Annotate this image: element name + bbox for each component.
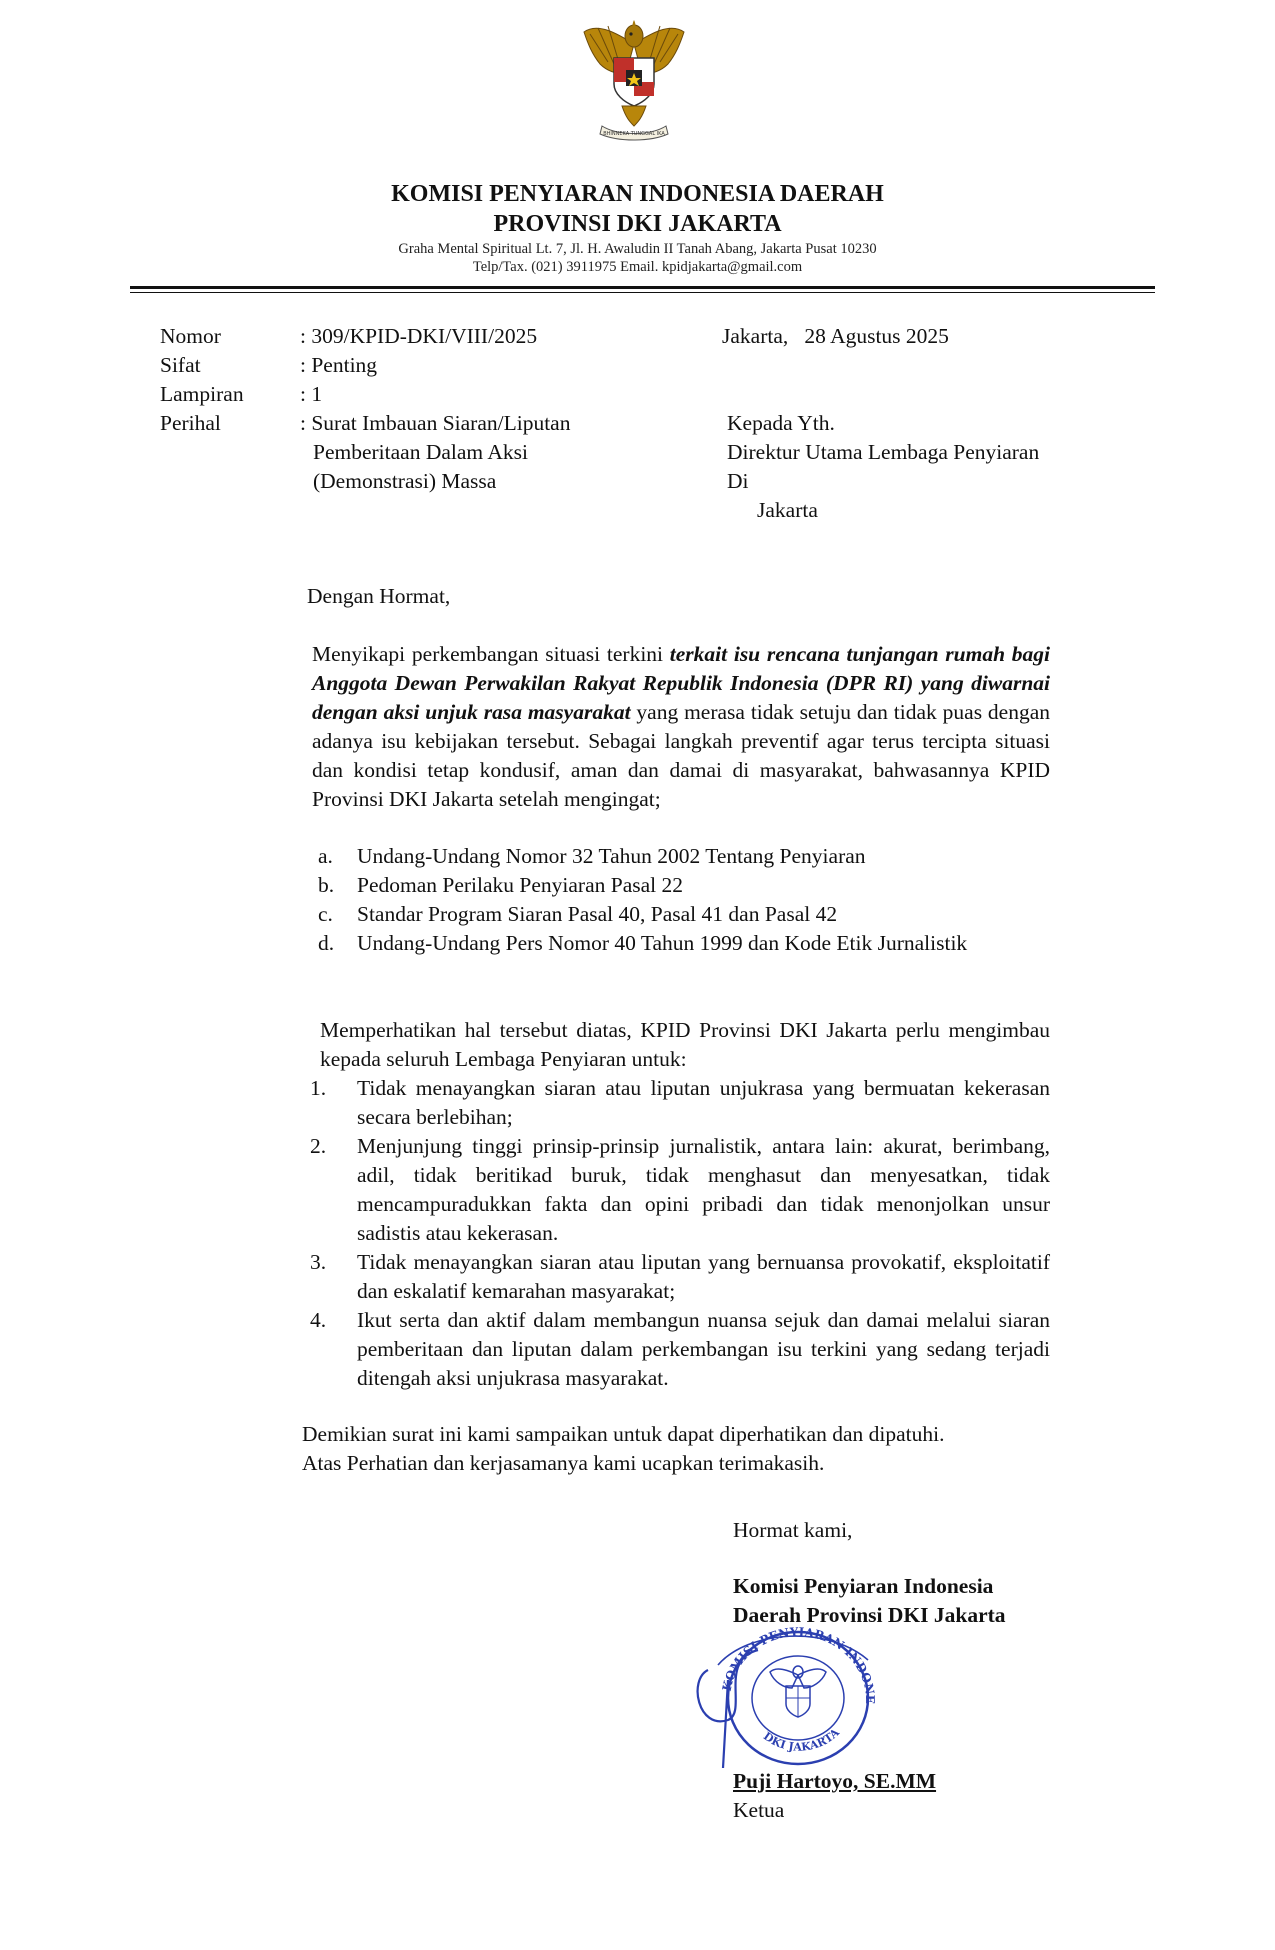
paragraph-1-emphasis: terkait isu rencana tunjangan rumah bagi Anggota Dewan Perwakilan Rakyat Republik Indonesia (DPR RI) yang diwarnai dengan aksi unjuk rasa masyarakat (312, 642, 1050, 724)
lampiran-label: Lampiran (160, 382, 244, 406)
ref-marker: a. (318, 844, 333, 868)
nomor-value: : 309/KPID-DKI/VIII/2025 (300, 324, 538, 348)
org-contact: Telp/Tax. (021) 3911975 Email. kpidjakarta@gmail.com (472, 259, 803, 275)
stamp-seal-icon (688, 1620, 908, 1770)
closing-line1: Demikian surat ini kami sampaikan untuk dapat diperhatikan dan dipatuhi. (302, 1422, 945, 1446)
emblem-motto: BHINNEKA TUNGGAL IKA (603, 131, 665, 137)
point-marker: 1. (310, 1076, 327, 1100)
ref-marker: c. (318, 902, 333, 926)
ref-marker: b. (318, 873, 335, 897)
perihal-line1: : Surat Imbauan Siaran/Liputan (300, 411, 571, 435)
perihal-line3: (Demonstrasi) Massa (313, 469, 497, 493)
recipient-line1: Kepada Yth. (727, 411, 835, 435)
garuda-emblem (578, 14, 690, 144)
sign-org-line2: Daerah Provinsi DKI Jakarta (733, 1603, 1006, 1627)
sifat-value: : Penting (300, 353, 378, 377)
signer-name: Puji Hartoyo, SE.MM (733, 1769, 937, 1793)
salutation: Dengan Hormat, (307, 584, 451, 608)
sign-greeting: Hormat kami, (733, 1518, 853, 1542)
point-text: Tidak menayangkan siaran atau liputan yang bernuansa provokatif, eksploitatif dan eskalatif kemarahan masyarakat; (357, 1250, 1050, 1303)
point-text: Tidak menayangkan siaran atau liputan unjukrasa yang bermuatan kekerasan secara berlebihan; (357, 1076, 1050, 1129)
recipient-line3: Di (727, 469, 749, 493)
ref-text: Standar Program Siaran Pasal 40, Pasal 41 dan Pasal 42 (357, 902, 838, 926)
recipient-line4: Jakarta (757, 498, 818, 522)
ref-text: Undang-Undang Nomor 32 Tahun 2002 Tentang Penyiaran (357, 844, 866, 868)
paragraph-1-lead: Menyikapi perkembangan situasi terkini (312, 642, 670, 666)
sign-org-line1: Komisi Penyiaran Indonesia (733, 1574, 994, 1598)
stamp-bottom-text: DKI JAKARTA (760, 1725, 842, 1754)
paragraph-1 (312, 640, 1050, 814)
ref-text: Undang-Undang Pers Nomor 40 Tahun 1999 dan Kode Etik Jurnalistik (357, 931, 968, 955)
ref-marker: d. (318, 931, 335, 955)
point-marker: 4. (310, 1308, 327, 1332)
org-name-line1: KOMISI PENYIARAN INDONESIA DAERAH (391, 181, 884, 207)
org-address: Graha Mental Spiritual Lt. 7, Jl. H. Awaludin II Tanah Abang, Jakarta Pusat 10230 (398, 241, 877, 257)
point-marker: 3. (310, 1250, 327, 1274)
perihal-line2: Pemberitaan Dalam Aksi (313, 440, 528, 464)
recipient-line2: Direktur Utama Lembaga Penyiaran (727, 440, 1040, 464)
header-rule-thick (130, 286, 1155, 289)
paragraph-2: Memperhatikan hal tersebut diatas, KPID Provinsi DKI Jakarta perlu mengimbau kepada seluruh Lembaga Penyiaran untuk: (320, 1018, 1050, 1071)
point-marker: 2. (310, 1134, 327, 1158)
header-rule-thin (130, 292, 1155, 293)
sifat-label: Sifat (160, 353, 201, 377)
perihal-label: Perihal (160, 411, 221, 435)
lampiran-value: : 1 (300, 382, 323, 406)
point-text: Menjunjung tinggi prinsip-prinsip jurnalistik, antara lain: akurat, berimbang, adil, tidak beritikad buruk, tidak menghasut dan menyesatkan, tidak mencampuradukkan fakta dan opini pribadi dan tidak menonjolkan unsur sadistis atau kekerasan. (357, 1134, 1050, 1245)
signer-title: Ketua (733, 1798, 785, 1822)
place-date: Jakarta, 28 Agustus 2025 (722, 324, 949, 348)
official-stamp (688, 1620, 908, 1770)
stamp-ring-text: KOMISI PENYIARAN INDONE (719, 1625, 878, 1705)
point-text: Ikut serta dan aktif dalam membangun nuansa sejuk dan damai melalui siaran pemberitaan dan liputan dalam perkembangan isu terkini yang sedang terjadi ditengah aksi unjukrasa masyarakat. (357, 1308, 1050, 1390)
closing-line2: Atas Perhatian dan kerjasamanya kami ucapkan terimakasih. (302, 1451, 825, 1475)
ref-text: Pedoman Perilaku Penyiaran Pasal 22 (357, 873, 684, 897)
org-name-line2: PROVINSI DKI JAKARTA (493, 211, 782, 237)
nomor-label: Nomor (160, 324, 221, 348)
paragraph-1-rest: yang merasa tidak setuju dan tidak puas dengan adanya isu kebijakan tersebut. Sebagai langkah preventif agar terus tercipta situasi dan kondisi tetap kondusif, aman dan damai di masyarakat, bahwasannya KPID Provinsi DKI Jakarta setelah mengingat; (312, 700, 1051, 811)
garuda-emblem-icon (578, 14, 690, 144)
svg-text:KOMISI PENYIARAN INDONESIA DAE (688, 1620, 877, 1704)
